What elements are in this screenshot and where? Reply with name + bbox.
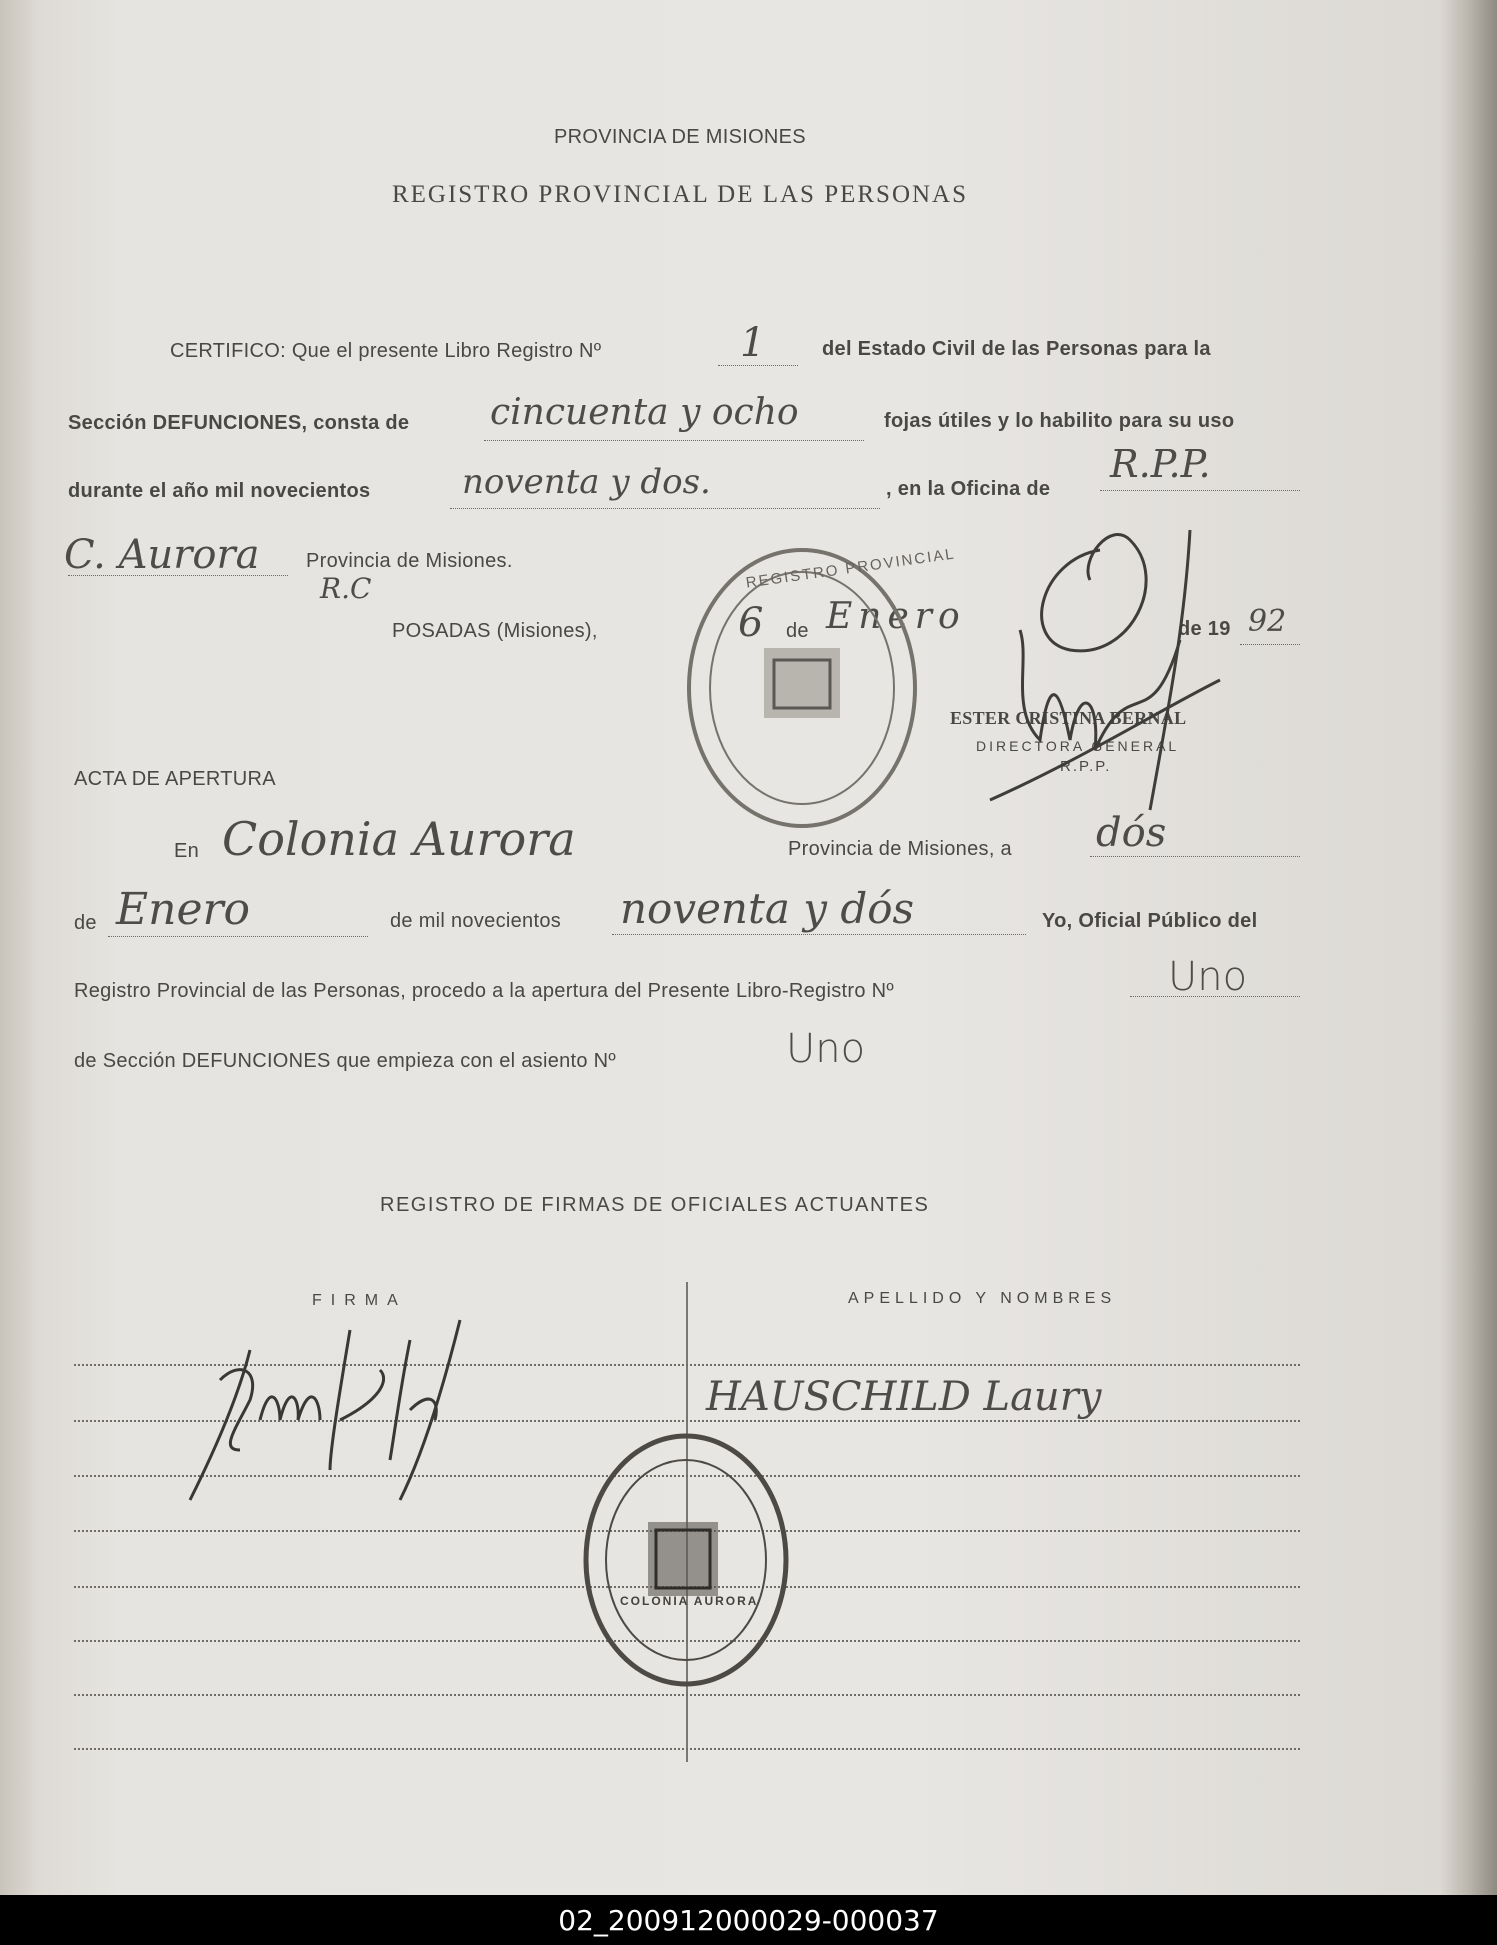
acta-day: dós bbox=[1096, 810, 1167, 856]
fill-line bbox=[612, 934, 1026, 935]
fill-line bbox=[484, 440, 864, 441]
cert-text-7: Provincia de Misiones. bbox=[306, 550, 513, 572]
cert-folios: cincuenta y ocho bbox=[490, 392, 799, 433]
acta-seccion: de Sección DEFUNCIONES que empieza con el asiento Nº bbox=[74, 1050, 617, 1072]
official-title: DIRECTORA GENERAL bbox=[976, 738, 1180, 754]
acta-oficial: Yo, Oficial Público del bbox=[1042, 910, 1258, 932]
fill-line bbox=[718, 365, 798, 366]
acta-en: En bbox=[174, 840, 200, 862]
cert-year: noventa y dos. bbox=[462, 462, 711, 502]
cert-de: de bbox=[786, 620, 809, 642]
cert-text-3: Sección DEFUNCIONES, consta de bbox=[68, 412, 410, 434]
acta-title: ACTA DE APERTURA bbox=[74, 768, 276, 790]
acta-book: Uno bbox=[1168, 954, 1248, 1000]
cert-month: Enero bbox=[826, 596, 966, 637]
cert-book-number: 1 bbox=[740, 320, 766, 366]
fill-line bbox=[1090, 856, 1300, 857]
fill-line bbox=[450, 508, 880, 509]
official-name-handwritten: HAUSCHILD Laury bbox=[706, 1374, 1102, 1420]
cert-day: 6 bbox=[738, 600, 764, 646]
acta-registro: Registro Provincial de las Personas, procedo a la apertura del Presente Libro-Registro Nº bbox=[74, 980, 894, 1002]
fill-line bbox=[1100, 490, 1300, 491]
cert-text-5: durante el año mil novecientos bbox=[68, 480, 371, 502]
cert-de-19: de 19 bbox=[1178, 618, 1231, 640]
registry-seal-bottom bbox=[576, 1426, 796, 1696]
cert-text-4: fojas útiles y lo habilito para su uso bbox=[884, 410, 1235, 432]
cert-office-place: C. Aurora bbox=[64, 532, 260, 578]
col-firma: FIRMA bbox=[312, 1292, 407, 1309]
registry-heading: REGISTRO PROVINCIAL DE LAS PERSONAS bbox=[391, 181, 969, 208]
acta-entry: Uno bbox=[786, 1026, 866, 1072]
fill-line bbox=[108, 936, 368, 937]
image-id-label: 02_200912000029-000037 bbox=[558, 1904, 939, 1937]
cert-office: R.P.P. bbox=[1110, 442, 1211, 486]
official-office: R.P.P. bbox=[1060, 758, 1112, 775]
cert-text-6: , en la Oficina de bbox=[886, 478, 1051, 500]
acta-province: Provincia de Misiones, a bbox=[788, 838, 1012, 860]
acta-mil: de mil novecientos bbox=[390, 910, 562, 932]
acta-month: Enero bbox=[116, 884, 251, 935]
cert-year-short: 92 bbox=[1248, 604, 1287, 639]
registry-seal-top bbox=[684, 540, 924, 840]
cert-place: POSADAS (Misiones), bbox=[392, 620, 598, 642]
fill-line bbox=[1130, 996, 1300, 997]
signatures-title: REGISTRO DE FIRMAS DE OFICIALES ACTUANTES bbox=[380, 1194, 930, 1216]
official-signature bbox=[180, 1310, 520, 1510]
sig-row-line bbox=[74, 1748, 1300, 1750]
cert-text-1: CERTIFICO: Que el presente Libro Registro Nº bbox=[170, 340, 602, 362]
acta-place: Colonia Aurora bbox=[222, 812, 576, 866]
seal-bottom-place: COLONIA AURORA bbox=[620, 1594, 759, 1608]
seal-top-text: REGISTRO PROVINCIAL bbox=[744, 545, 957, 592]
acta-de: de bbox=[74, 912, 97, 934]
director-signature bbox=[980, 520, 1260, 830]
cert-initials: R.C bbox=[320, 572, 372, 605]
fill-line bbox=[68, 575, 288, 576]
acta-year: noventa y dós bbox=[620, 884, 915, 933]
cert-text-2: del Estado Civil de las Personas para la bbox=[822, 338, 1211, 360]
col-nombres: APELLIDO Y NOMBRES bbox=[848, 1290, 1117, 1307]
province-heading: PROVINCIA DE MISIONES bbox=[554, 126, 806, 148]
official-name: ESTER CRISTINA BERNAL bbox=[950, 708, 1187, 728]
image-id-bar bbox=[0, 1895, 1497, 1945]
